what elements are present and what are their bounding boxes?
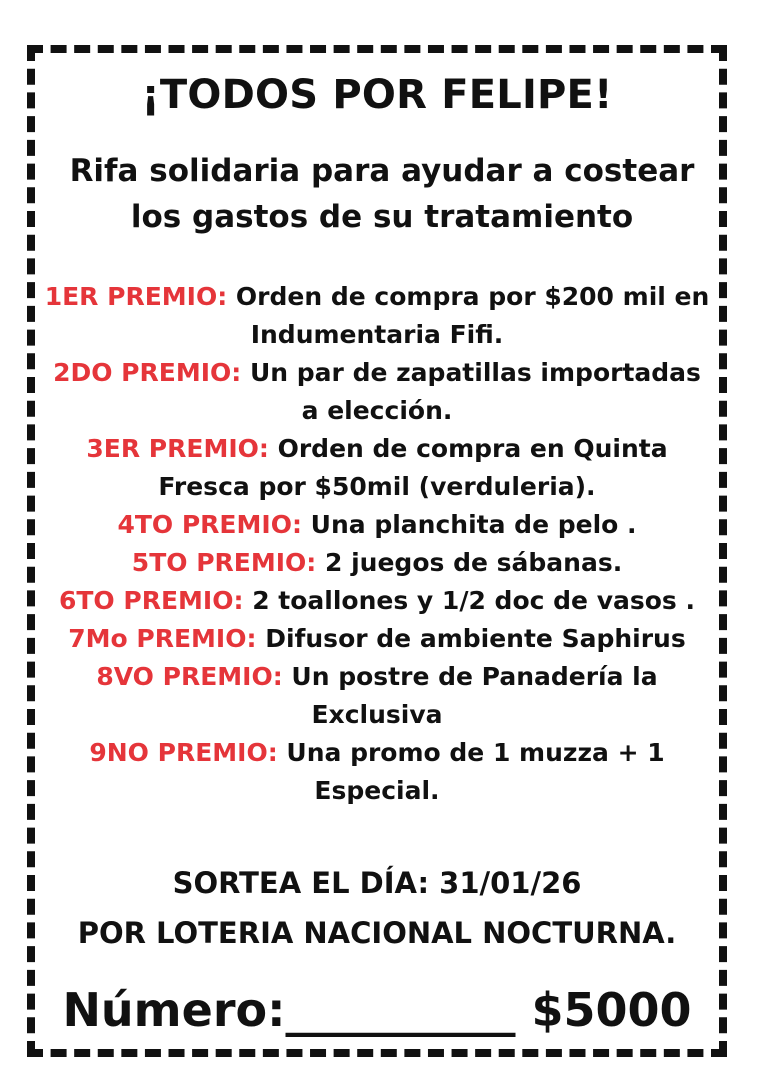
prize-label: 8VO PREMIO:: [96, 662, 283, 691]
prize-label: 1ER PREMIO:: [44, 282, 228, 311]
prize-label: 2DO PREMIO:: [53, 358, 242, 387]
prize-description: Un par de zapatillas importadas a elección.: [249, 358, 701, 425]
prize-item: [35, 506, 719, 544]
prize-description: Difusor de ambiente Saphirus: [256, 624, 686, 653]
prize-item: [35, 278, 719, 354]
prize-description: Orden de compra en Quinta Fresca por $50mil (verduleria).: [158, 434, 668, 501]
prize-label: 3ER PREMIO:: [86, 434, 269, 463]
prize-label: 9NO PREMIO:: [89, 738, 278, 767]
prize-description: Orden de compra por $200 mil en Indumentaria Fifi.: [235, 282, 710, 349]
prize-description: Una promo de 1 muzza + 1 Especial.: [286, 738, 665, 805]
prize-item: [35, 734, 719, 810]
prize-label: 6TO PREMIO:: [58, 586, 244, 615]
flyer-subtitle: Rifa solidaria para ayudar a costear los gastos de su tratamiento: [69, 153, 695, 235]
prize-description: Una planchita de pelo .: [301, 510, 637, 539]
prize-description: 2 toallones y 1/2 doc de vasos .: [243, 586, 696, 615]
draw-lottery: POR LOTERIA NACIONAL NOCTURNA.: [77, 916, 677, 950]
prize-description: 2 juegos de sábanas.: [316, 548, 623, 577]
prize-item: [35, 658, 719, 734]
prize-label: 4TO PREMIO:: [117, 510, 302, 539]
prize-item: [35, 354, 719, 430]
raffle-flyer: [35, 53, 719, 1049]
prize-item: [35, 620, 719, 658]
draw-date: SORTEA EL DÍA: 31/01/26: [172, 866, 582, 900]
prize-item: [35, 544, 719, 582]
flyer-title: ¡TODOS POR FELIPE!: [141, 72, 613, 118]
prize-label: 5TO PREMIO:: [131, 548, 317, 577]
prize-list: [35, 278, 719, 810]
ticket-number-price: Número:__________ $5000: [62, 983, 692, 1037]
prize-item: [35, 582, 719, 620]
prize-label: 7Mo PREMIO:: [68, 624, 257, 653]
prize-item: [35, 430, 719, 506]
prize-description: Un postre de Panadería la Exclusiva: [291, 662, 658, 729]
